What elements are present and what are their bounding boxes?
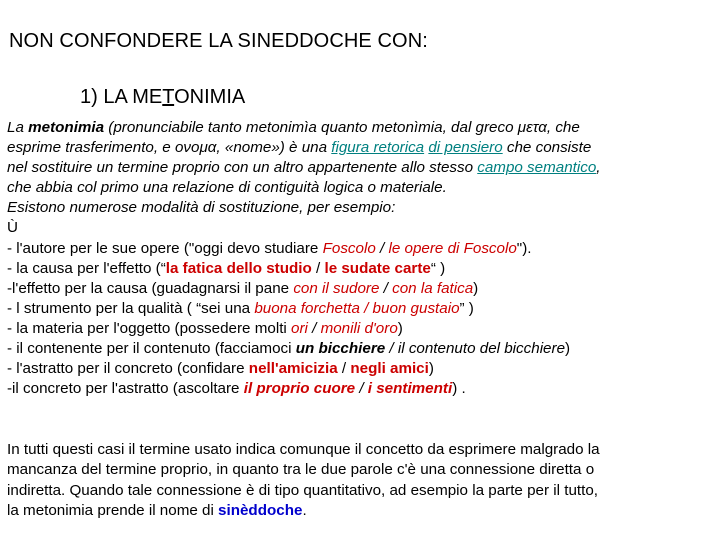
example-text: - l'astratto per il concreto (confidare — [7, 360, 249, 378]
example-term: il proprio cuore — [243, 380, 356, 398]
conclusion-text: la metonimia prende il nome di — [7, 501, 219, 519]
intro-text: La — [7, 119, 29, 136]
example-separator: / — [307, 319, 321, 337]
example-line — [7, 239, 717, 259]
conclusion-line: In tutti questi casi il termine usato indica comunque il concetto da esprimere malgrado la — [7, 441, 600, 458]
intro-line: Esistono numerose modalità di sostituzione, per esempio: — [7, 199, 396, 217]
intro-text: esprime trasferimento, e ονομα, «nome») è una — [7, 139, 332, 157]
intro-line: che abbia col primo una relazione di contiguità logica o materiale. — [7, 179, 447, 197]
example-line — [7, 259, 717, 279]
intro-text: che consiste — [502, 139, 592, 157]
example-text: - la causa per l'effetto (“ — [7, 259, 166, 277]
example-text: -il concreto per l'astratto (ascoltare — [7, 380, 244, 398]
example-text: - l'autore per le sue opere ("oggi devo studiare — [7, 239, 323, 257]
link-di-pensiero[interactable]: di pensiero — [428, 139, 503, 157]
example-text: "). — [516, 239, 532, 257]
heading-prefix: 1) LA ME — [80, 86, 163, 108]
example-term: con la fatica — [392, 279, 474, 297]
example-separator: / — [311, 259, 325, 277]
example-separator: / — [379, 279, 393, 297]
example-term: la fatica dello studio — [165, 259, 312, 277]
example-term: buona forchetta / buon gustaio — [254, 299, 460, 317]
example-term: un bicchiere — [295, 340, 386, 358]
intro-text: (pronunciabile tanto metonimìa quanto metonìmia, dal greco μετα, che — [104, 119, 580, 136]
example-line — [7, 279, 717, 299]
example-text: ) — [473, 279, 479, 297]
example-text: ” ) — [459, 299, 474, 317]
example-term: Foscolo — [322, 239, 376, 257]
example-text: “ ) — [430, 259, 446, 277]
example-term: nell'amicizia — [248, 360, 338, 378]
example-text: ) — [397, 319, 403, 337]
example-line — [7, 319, 717, 339]
page-title: NON CONFONDERE LA SINEDDOCHE CON: — [9, 30, 428, 52]
example-text: ) — [565, 340, 571, 358]
intro-line — [7, 118, 717, 138]
intro-text: , — [596, 159, 601, 177]
conclusion-text: . — [302, 501, 307, 519]
example-term: le opere di Foscolo — [388, 239, 517, 257]
example-line — [7, 379, 717, 399]
example-text: - il contenente per il contenuto (facciamoci — [7, 340, 296, 358]
example-line — [7, 299, 717, 319]
example-text: -l'effetto per la causa (guadagnarsi il pane — [7, 279, 294, 297]
example-term: i sentimenti — [367, 380, 453, 398]
example-text: ) . — [452, 380, 466, 398]
example-separator: / — [375, 239, 389, 257]
example-term: con il sudore — [293, 279, 380, 297]
example-term: ori — [291, 319, 308, 337]
example-text: / il contenuto del bicchiere — [385, 340, 566, 358]
example-line — [7, 359, 717, 379]
example-term: negli amici — [350, 360, 429, 378]
definition-block — [7, 118, 717, 399]
intro-line — [7, 158, 717, 178]
example-text: ) — [428, 360, 434, 378]
example-text: - la materia per l'oggetto (possedere molti — [7, 319, 292, 337]
term-metonimia: metonimia — [28, 119, 105, 136]
example-separator: / — [355, 380, 368, 398]
conclusion-line: mancanza del termine proprio, in quanto tra le due parole c'è una connessione diretta o — [7, 461, 595, 479]
intro-line — [7, 138, 717, 158]
conclusion-line: indiretta. Quando tale connessione è di tipo quantitativo, ad esempio la parte per il tutto, — [7, 481, 598, 499]
example-line — [7, 339, 717, 359]
example-term: le sudate carte — [324, 259, 431, 277]
conclusion-block — [7, 440, 715, 521]
example-text: - l strumento per la qualità ( “sei una — [7, 299, 255, 317]
intro-text: nel sostituire un termine proprio con un altro appartenente allo stesso — [7, 159, 478, 177]
link-campo-semantico[interactable]: campo semantico — [477, 159, 597, 177]
conclusion-line — [7, 501, 715, 521]
stray-character: Ù — [7, 219, 18, 237]
section-heading — [80, 86, 245, 109]
example-term: monili d'oro — [320, 319, 398, 337]
heading-suffix: ONIMIA — [174, 86, 246, 108]
term-sineddoche: sinèddoche — [218, 501, 303, 519]
heading-underlined-letter: T — [162, 86, 175, 108]
link-figura-retorica[interactable]: figura retorica — [331, 139, 425, 157]
example-separator: / — [337, 360, 351, 378]
